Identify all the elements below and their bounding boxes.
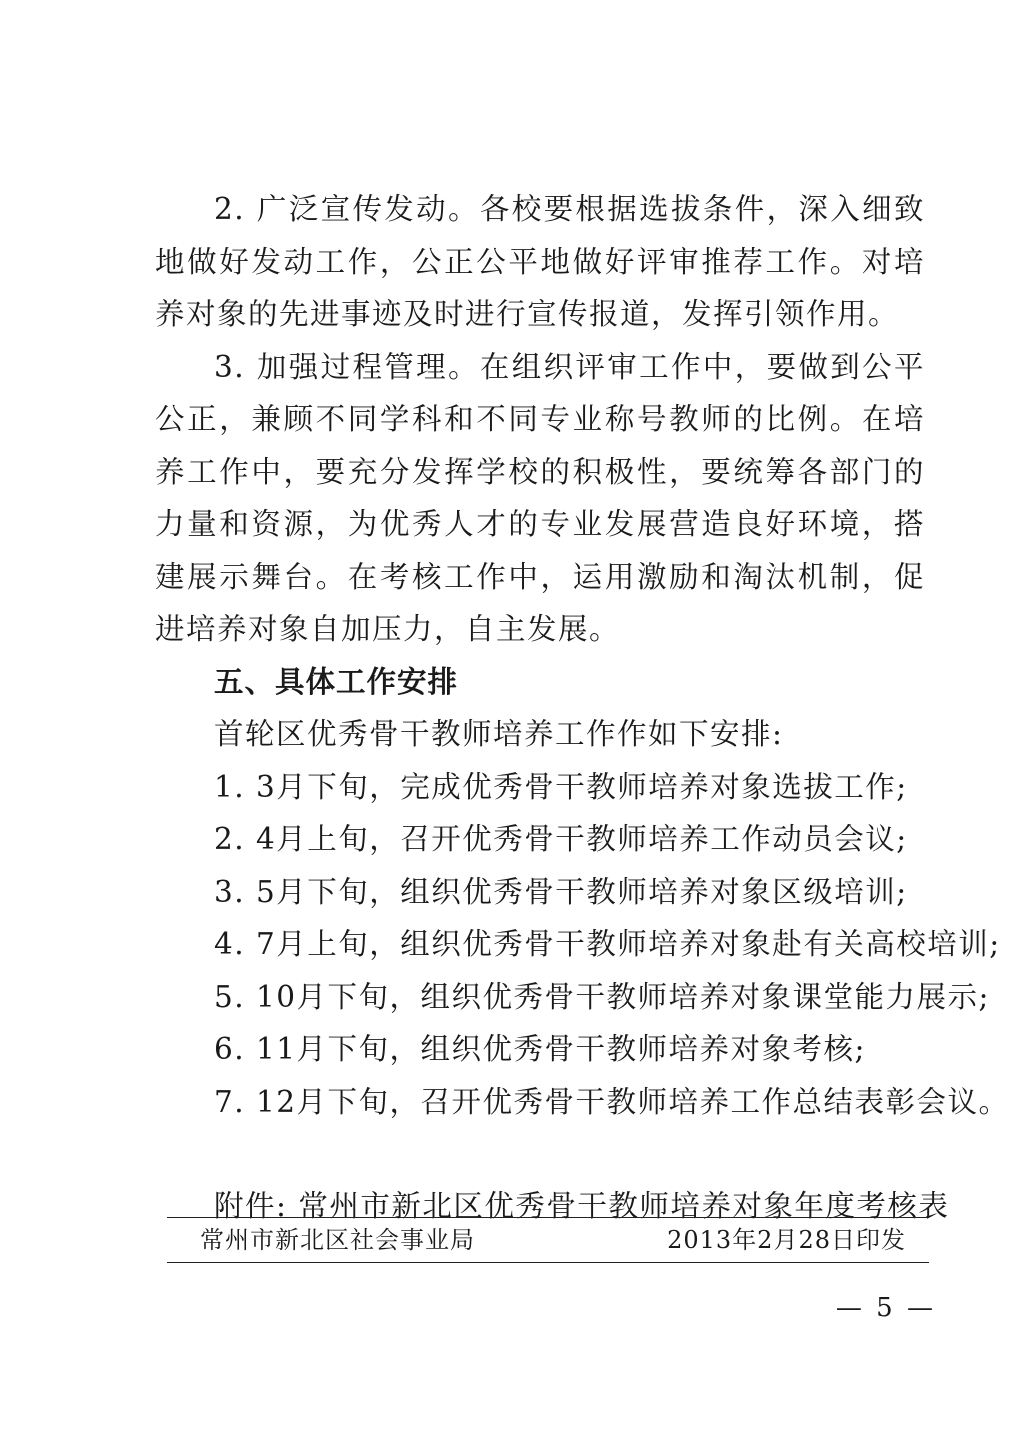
schedule-intro: 首轮区优秀骨干教师培养工作作如下安排:	[214, 717, 784, 751]
schedule-item: 1. 3月下旬，完成优秀骨干教师培养对象选拔工作;	[214, 769, 908, 804]
schedule-item: 4. 7月上旬，组织优秀骨干教师培养对象赴有关高校培训;	[214, 927, 1001, 961]
attachment-note: 附件: 常州市新北区优秀骨干教师培养对象年度考核表	[214, 1189, 950, 1223]
schedule-item: 3. 5月下旬，组织优秀骨干教师培养对象区级培训;	[214, 874, 908, 909]
footer-issue-date: 2013年2月28日印发	[667, 1226, 906, 1254]
paragraph-publicity: 2. 广泛宣传发动。各校要根据选拔条件，深入细致地做好发动工作，公正公平地做好评审推荐工作。对培养对象的先进事迹及时进行宣传报道，发挥引领作用。	[155, 192, 925, 331]
schedule-item: 6. 11月下旬，组织优秀骨干教师培养对象考核;	[214, 1032, 866, 1066]
schedule-item: 7. 12月下旬，召开优秀骨干教师培养工作总结表彰会议。	[214, 1084, 1010, 1119]
section-heading: 五、具体工作安排	[214, 664, 459, 699]
schedule-item: 5. 10月下旬，组织优秀骨干教师培养对象课堂能力展示;	[214, 979, 991, 1014]
paragraph-process-management: 3. 加强过程管理。在组织评审工作中，要做到公平公正，兼顾不同学科和不同专业称号教师的比例。在培养工作中，要充分发挥学校的积极性，要统筹各部门的力量和资源，为优秀人才的专业发展营造良好环境，搭建展示舞台。在考核工作中，运用激励和淘汰机制，促进培养对象自加压力，自主发展。	[155, 349, 925, 646]
page-number: — 5 —	[835, 1293, 936, 1323]
footer-top-rule	[167, 1217, 929, 1218]
footer-issuer: 常州市新北区社会事业局	[200, 1226, 475, 1254]
schedule-item: 2. 4月上旬，召开优秀骨干教师培养工作动员会议;	[214, 822, 908, 856]
footer-bottom-rule	[167, 1262, 929, 1263]
document-body	[155, 183, 1010, 1233]
